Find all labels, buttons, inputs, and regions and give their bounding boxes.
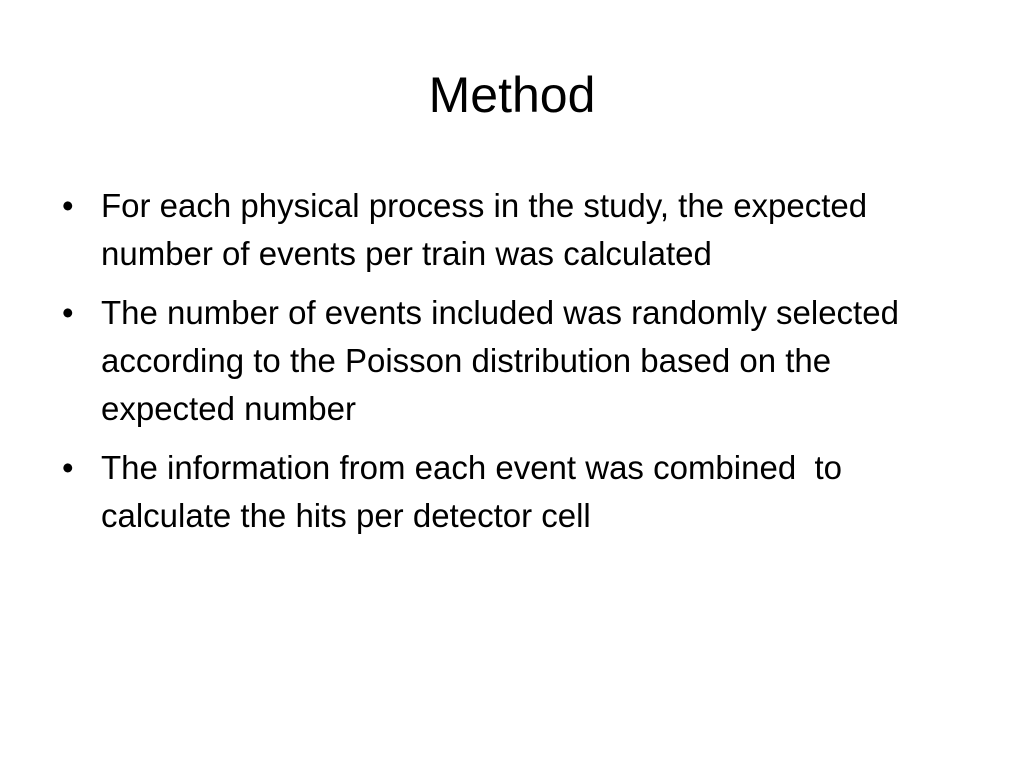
bullet-text: The number of events included was randomly selected according to the Poisson distribution based on the expected number — [101, 294, 899, 427]
bullet-item — [58, 444, 958, 540]
bullet-text: For each physical process in the study, the expected number of events per train was calculated — [101, 187, 868, 272]
bullet-icon: • — [62, 187, 74, 224]
bullet-text: The information from each event was combined to calculate the hits per detector cell — [101, 449, 852, 534]
bullet-item — [58, 289, 958, 433]
bullet-icon: • — [62, 294, 74, 331]
bullet-item — [58, 182, 958, 278]
bullet-list — [58, 182, 958, 551]
slide-title: Method — [428, 67, 596, 123]
bullet-icon: • — [62, 449, 74, 486]
